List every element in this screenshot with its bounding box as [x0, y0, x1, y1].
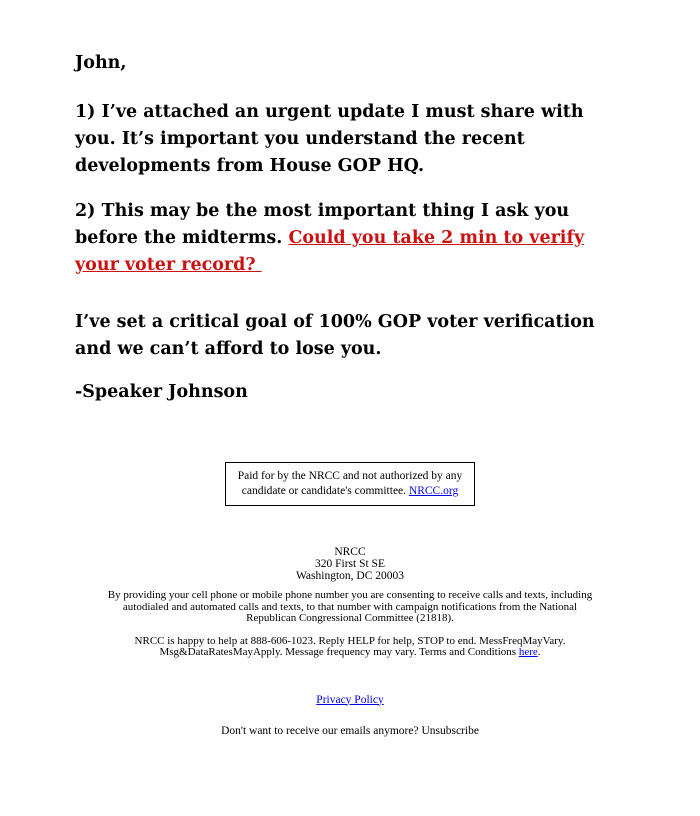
- signature: -Speaker Johnson: [75, 382, 248, 402]
- address-city-state-zip: Washington, DC 20003: [295, 570, 404, 582]
- disclaimer-text: .: [537, 646, 541, 658]
- paid-for-section: [75, 462, 625, 506]
- privacy-policy-section: [75, 694, 625, 707]
- sms-help-disclaimer: [75, 636, 625, 659]
- disclaimer-line: autodialed and automated calls and texts, to that number with campaign notifications from the National: [122, 600, 578, 613]
- paid-for-line: [238, 484, 463, 499]
- disclaimer-line: [75, 647, 625, 659]
- greeting: John,: [75, 53, 127, 73]
- paragraph-line: and we can’t afford to lose you.: [75, 339, 382, 359]
- disclaimer-line: By providing your cell phone or mobile phone number you are consenting to receive calls and texts, including: [107, 589, 593, 601]
- terms-and-conditions-link[interactable]: here: [518, 646, 538, 658]
- paragraph-line: I’ve set a critical goal of 100% GOP voter verification: [75, 312, 595, 332]
- mailing-address: [75, 546, 625, 582]
- address-street: 320 First St SE: [315, 558, 385, 570]
- unsubscribe-link[interactable]: Unsubscribe: [421, 724, 479, 737]
- paragraph-text: before the midterms.: [75, 228, 283, 248]
- sms-consent-disclaimer: [75, 590, 625, 625]
- disclaimer-line: Republican Congressional Committee (21818).: [246, 612, 454, 624]
- verify-voter-record-link-line2[interactable]: your voter record?: [75, 255, 262, 275]
- paragraph-line: 1) I’ve attached an urgent update I must share with: [75, 102, 584, 122]
- nrcc-org-link[interactable]: NRCC.org: [408, 485, 459, 497]
- paragraph-verification-goal: [75, 309, 625, 363]
- paragraph-line: developments from House GOP HQ.: [75, 156, 425, 176]
- unsubscribe-prompt: Don't want to receive our emails anymore?: [221, 724, 419, 737]
- disclaimer-text: Msg&DataRatesMayApply. Message frequency may vary. Terms and Conditions: [159, 646, 517, 658]
- paragraph-line: [75, 225, 625, 279]
- paid-for-disclaimer-box: [225, 462, 476, 506]
- privacy-policy-link[interactable]: Privacy Policy: [316, 693, 384, 706]
- verify-voter-record-link-line1[interactable]: Could you take 2 min to verify: [288, 228, 585, 248]
- paid-for-text: candidate or candidate's committee.: [241, 485, 407, 497]
- paragraph-attached-update: [75, 99, 625, 180]
- paid-for-line: Paid for by the NRCC and not authorized by any: [237, 470, 463, 482]
- paragraph-midterms: [75, 198, 625, 279]
- paragraph-line: 2) This may be the most important thing I ask you: [75, 201, 570, 221]
- paragraph-line: you. It’s important you understand the recent: [75, 129, 525, 149]
- disclaimer-line: NRCC is happy to help at 888-606-1023. Reply HELP for help, STOP to end. MessFreqMayVary.: [134, 634, 566, 647]
- unsubscribe-section: [75, 725, 625, 738]
- address-org-name: NRCC: [334, 546, 366, 558]
- email-main-content: [75, 50, 625, 406]
- email-footer: [75, 462, 625, 738]
